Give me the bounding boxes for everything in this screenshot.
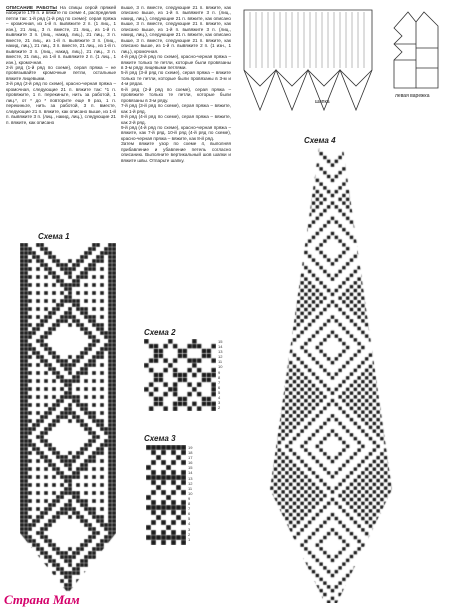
section-heading: ОПИСАНИЕ РАБОТЫ (6, 5, 57, 10)
paragraph: 7-й ряд (3-й ряд по схеме), серая пряжа – вяжите, как 1-й ряд. (121, 103, 231, 114)
scheme-4-label: Схема 4 (304, 136, 336, 145)
paragraph: Затем вяжите узор по схеме 4, выполняя прибавление и убавление петель согласно описанию. Выполните вертикальный шов шапки и вяжите швы. Отпарьте шапку. (121, 141, 231, 163)
mitten-label: левая варежка (395, 93, 430, 99)
scheme-1-label: Схема 1 (38, 232, 70, 241)
paragraph: 3-й ряд (2-й ряд по схеме), красно-черная пряжа – кромочная, следующие 21 п. вяжите так: *1 п. провяжите, 1 п. перекиньте, нить за работой, 1 лиц.*, от * до * повторите еще 9 раз, 1 п. перекиньте, нить за работой, 3 п. вместе, следующие 21 п. вяжите, как описано выше, из 1-й п. вывяжите 3 п. (лиц., накид, лиц.), следующие 21 п. вяжите, как описано (6, 81, 116, 125)
instructions-column-2 (121, 5, 231, 163)
scheme-2-chart (144, 339, 216, 411)
scheme-3-row-numbers: 19 18 17 16 15 14 13 12 11 10 9 8 7 6 5 4 3 2 1 (188, 445, 193, 542)
scheme-2-label: Схема 2 (144, 328, 176, 337)
paragraph: выше, 3 п. вместе, следующие 21 п. вяжите, как описано выше, из 1-й п. вывяжите 3 п. (лиц., накид, лиц.), следующие 21 п. вяжите, как описано выше, 3 п. вместе, следующие 21 п. вяжите, как описано выше, из 1-й п. вывяжите 3 п. (лиц., накид, лиц.), следующие 21 п. вяжите, как описано выше, 3 п. вместе, следующие 21 п. вяжите, как описано выше, из 1-й п. вывяжите 2 п. (1 изн., 1 лиц.), кромочная. (121, 5, 231, 54)
scheme-3-label: Схема 3 (144, 434, 176, 443)
watermark-logo: Страна Мам (4, 592, 80, 607)
hat-label: шапка (315, 99, 330, 105)
scheme-4-chart (266, 148, 396, 603)
instructions-column-1 (6, 5, 116, 125)
scheme-3-chart (146, 445, 186, 545)
scheme-1-chart (20, 243, 116, 593)
mitten-diagram (386, 8, 446, 98)
paragraph: 6-й ряд (2-й ряд по схеме), серая пряжа – провяжите только те петли, которые были провязаны в 3-м ряду. (121, 86, 231, 103)
paragraph: 9-й ряд (4-й ряд по схеме), красно-черная пряжа – вяжите, как 7-й ряд. 10-й ряд (4-й ряд по схеме), красно-черная пряжа – вяжите, как 8-й ряд. (121, 124, 231, 141)
paragraph: 2-й ряд (1-й ряд по схеме), серая пряжа – не провязывайте кромочные петли, остальные вяжите лицевыми. (6, 64, 116, 81)
paragraph: На спицы серой пряжей наберите 179 п. и вяжите по схеме 4, распределив петли так: 1-й ряд (1-й ряд по схеме): серая пряжа – кромочная, из 1-й п. вывяжите 2 п. (1 лиц., 1 изн.), 21 лиц., 3 п. вместе, 21 лиц., из 1-й п. вывяжите 3 п. (лиц., накид, лиц.), 21 лиц., 3 п. вместе, 21 лиц., из 1-й п. вывяжите 3 п. (лиц., накид, лиц.), 21 лиц., 3 п. вместе, 21 лиц., из 1-й п. вывяжите 3 п. (лиц., накид, лиц.), 21 лиц., 3 п. вместе, 21 лиц., из 1-й п. вывяжите 2 п. (1 лиц., 1 изн.), кромочная. (6, 5, 117, 65)
scheme-2-row-numbers: 15 14 13 12 11 10 9 8 7 6 5 4 3 2 (218, 339, 223, 411)
paragraph: 8-й ряд (4-й ряд по схеме), серая пряжа – вяжите, как 2-й ряд. (121, 114, 231, 125)
paragraph: 5-й ряд (3-й ряд по схеме), серая пряжа – вяжите только те петли, которые были провязаны в 3-м и 4-м рядах. (121, 70, 231, 87)
hat-diagram (240, 8, 380, 116)
paragraph: 4-й ряд (2-й ряд по схеме), красно-черная пряжа – вяжите только те петли, которые были провязаны в 3-м ряду лицевыми петлями. (121, 54, 231, 70)
